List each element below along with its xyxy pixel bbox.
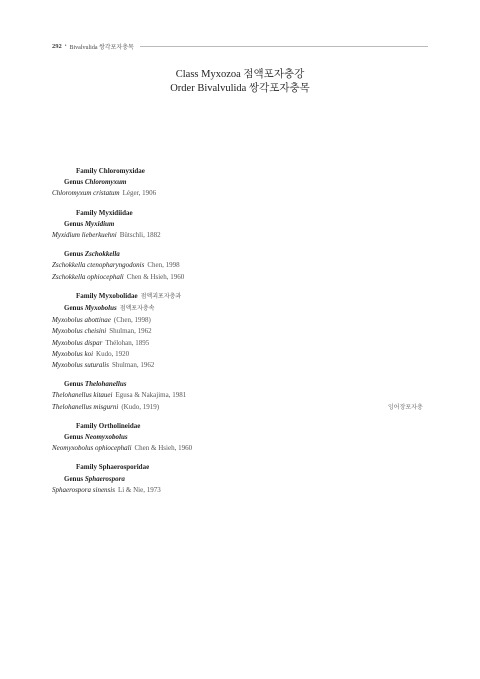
species-author: Thélohan, 1895 [105, 338, 150, 347]
genus-korean-name: 점액포자충속 [119, 306, 155, 313]
side-note: 잉어장포자충 [388, 405, 423, 411]
header-rule [140, 46, 428, 47]
species-name: Myxidium lieberkuehni [52, 231, 117, 240]
species-name: Zschokkella ctenopharyngodonis [52, 261, 145, 270]
species-name: Myxobolus koi [52, 349, 94, 358]
species-name: Thelohanellus misgurni [52, 402, 119, 411]
species-author: Li & Nie, 1973 [117, 485, 161, 494]
family-heading: Family Chloromyxidae [76, 167, 145, 175]
species-entry [52, 188, 432, 199]
species-name: Myxobolus suturalis [52, 361, 109, 370]
genus-name: Thelohanellus [84, 380, 127, 389]
species-entry [52, 230, 432, 241]
family-heading: Family Sphaerosporidae [76, 463, 150, 472]
taxon-group-sphaerosporidae [52, 462, 432, 496]
species-name: Myxobolus dispar [52, 338, 103, 347]
taxon-group-thelohanellus [52, 379, 432, 413]
genus-prefix: Genus [64, 178, 84, 187]
genus-heading [52, 177, 432, 188]
species-author: Egusa & Nakajima, 1981 [115, 391, 187, 400]
species-author: Kudo, 1920 [96, 349, 130, 358]
species-name: Zschokkella ophiocephali [52, 272, 124, 281]
taxon-group-myxidiidae [52, 208, 432, 242]
species-entry [52, 272, 432, 283]
running-head [52, 41, 428, 51]
genus-prefix: Genus [64, 474, 84, 483]
species-entry [52, 485, 432, 496]
page-number: 292 [52, 42, 62, 50]
class-title: Class Myxozoa 점액포자충강 [175, 69, 305, 80]
species-entry [52, 260, 432, 271]
taxon-group-myxobolidae [52, 291, 432, 371]
genus-name: Myxidium [84, 219, 115, 228]
species-author: (Kudo, 1919) [121, 402, 160, 411]
species-name: Myxobolus abottinae [52, 316, 111, 325]
genus-heading [52, 249, 432, 260]
taxon-group-chloromyxidae [52, 166, 432, 200]
family-heading: Family Ortholineidae [76, 421, 141, 430]
family-heading: Family Myxidiidae [76, 208, 133, 217]
species-name: Thelohanellus kitauei [52, 391, 113, 400]
species-author: (Chen, 1998) [113, 316, 151, 325]
genus-heading [52, 303, 432, 315]
species-entry [52, 338, 432, 349]
taxon-group-ortholineidae [52, 421, 432, 455]
species-author: Léger, 1906 [122, 189, 157, 198]
species-author: Chen & Hsieh, 1960 [134, 444, 193, 453]
page-title [0, 68, 480, 96]
species-author: Chen, 1998 [147, 261, 180, 270]
genus-heading [52, 432, 432, 443]
genus-heading [52, 474, 432, 485]
order-title: Order Bivalvulida 쌍각포자충목 [170, 83, 310, 94]
genus-prefix: Genus [64, 433, 84, 442]
species-entry [52, 349, 432, 360]
family-korean-name: 점액괴포자충과 [140, 293, 182, 300]
species-author: Shulman, 1962 [111, 361, 155, 370]
running-title: Bivalvulida 쌍각포자충목 [69, 44, 134, 51]
genus-heading [52, 219, 432, 230]
genus-heading [52, 379, 432, 390]
species-name: Chloromyxum cristatum [52, 189, 120, 198]
species-author: Chen & Hsieh, 1960 [126, 272, 185, 281]
genus-prefix: Genus [64, 250, 84, 259]
family-name: Family Myxobolidae [76, 291, 138, 300]
taxonomy-list [52, 166, 432, 504]
genus-name: Chloromyxum [84, 178, 127, 187]
species-entry [52, 326, 432, 337]
genus-name: Neomyxobolus [84, 433, 128, 442]
species-entry [52, 443, 432, 454]
genus-prefix: Genus [64, 219, 84, 228]
species-entry [52, 402, 432, 413]
species-name: Sphaerospora sinensis [52, 485, 115, 494]
species-author: Shulman, 1962 [109, 327, 152, 336]
taxon-group-zschokkella [52, 249, 432, 283]
genus-prefix: Genus [64, 380, 84, 389]
family-heading [52, 291, 432, 303]
bullet-separator: • [64, 43, 67, 49]
species-entry [52, 315, 432, 326]
species-name: Myxobolus cheisini [52, 327, 107, 336]
genus-name: Zschokkella [84, 250, 120, 259]
genus-prefix: Genus [64, 304, 84, 313]
species-author: Bütschli, 1882 [119, 231, 161, 240]
species-entry [52, 390, 432, 401]
species-name: Neomyxobolus ophiocephali [52, 444, 132, 453]
species-entry [52, 360, 432, 371]
genus-name: Sphaerospora [84, 474, 125, 483]
genus-name: Myxobolus [84, 304, 117, 313]
